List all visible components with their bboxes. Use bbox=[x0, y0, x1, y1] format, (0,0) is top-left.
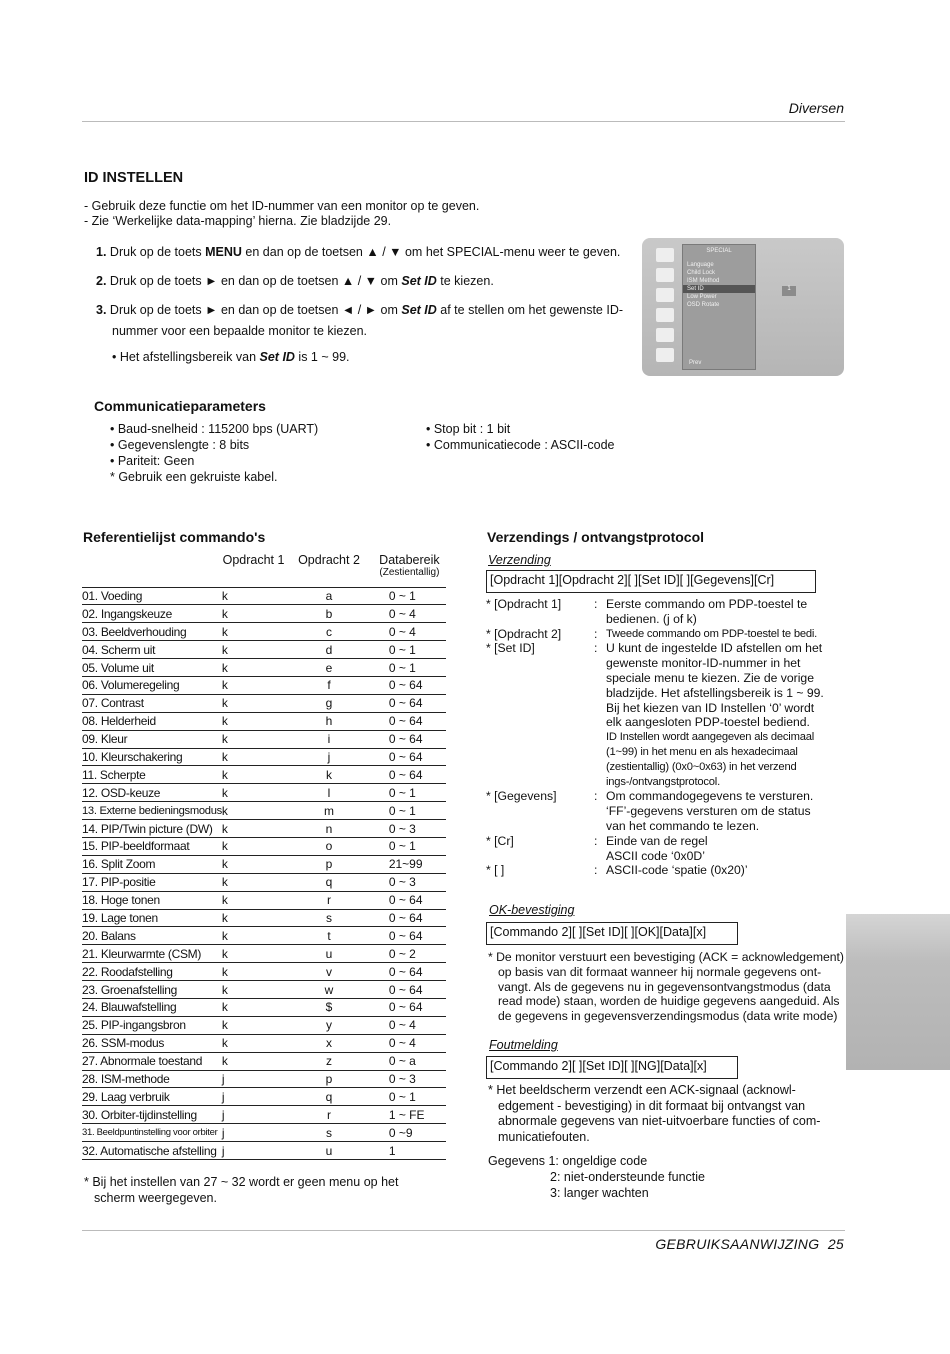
command-1: k bbox=[222, 1016, 285, 1034]
table-row bbox=[82, 998, 446, 1016]
definition-row bbox=[486, 863, 848, 878]
data-range: 1 bbox=[373, 1142, 446, 1160]
definition-row bbox=[486, 789, 848, 833]
data-range: 0 ~ 1 bbox=[373, 1088, 446, 1106]
command-2: w bbox=[285, 981, 373, 999]
command-name: 08. Helderheid bbox=[82, 712, 222, 730]
definition-colon: : bbox=[594, 863, 598, 878]
command-name: 02. Ingangskeuze bbox=[82, 605, 222, 623]
intro-item: - Zie ‘Werkelijke data-mapping’ hierna. Zie bladzijde 29. bbox=[84, 214, 392, 228]
data-range: 0 ~ 1 bbox=[373, 837, 446, 855]
table-row bbox=[82, 1034, 446, 1052]
command-2: e bbox=[285, 659, 373, 677]
data-range: 0 ~ 1 bbox=[373, 784, 446, 802]
command-1: k bbox=[222, 730, 285, 748]
intro-list bbox=[84, 199, 479, 229]
definition-desc bbox=[606, 863, 848, 878]
command-1: k bbox=[222, 909, 285, 927]
menu-title: SPECIAL bbox=[706, 248, 732, 254]
command-name: 09. Kleur bbox=[82, 730, 222, 748]
command-name: 31. Beeldpuntinstelling voor orbiter bbox=[82, 1124, 222, 1142]
ok-format-box: [Commando 2][ ][Set ID][ ][OK][Data][x] bbox=[486, 922, 738, 945]
menu-icon bbox=[656, 328, 674, 342]
table-row bbox=[82, 659, 446, 677]
comm-param: • Communicatiecode : ASCII-code bbox=[426, 438, 615, 452]
command-name: 12. OSD-keuze bbox=[82, 784, 222, 802]
command-1: k bbox=[222, 873, 285, 891]
command-name: 14. PIP/Twin picture (DW) bbox=[82, 820, 222, 838]
definition-line: van het commando te lezen. bbox=[606, 818, 760, 833]
col-header: Opdracht 1 bbox=[222, 553, 285, 567]
command-name: 11. Scherpte bbox=[82, 766, 222, 784]
command-name: 07. Contrast bbox=[82, 694, 222, 712]
definition-line: ‘FF’-gegevens versturen om de status bbox=[606, 804, 811, 819]
table-row bbox=[82, 873, 446, 891]
command-1: j bbox=[222, 1088, 285, 1106]
command-2: d bbox=[285, 641, 373, 659]
steps-list bbox=[96, 242, 626, 364]
data-range: 0 ~ 64 bbox=[373, 963, 446, 981]
command-1: k bbox=[222, 802, 285, 820]
data-range: 0 ~ 64 bbox=[373, 748, 446, 766]
data-range: 0 ~ 4 bbox=[373, 605, 446, 623]
command-1: j bbox=[222, 1106, 285, 1124]
data-range: 0 ~ 1 bbox=[373, 802, 446, 820]
col-header: Databereik (Zestientallig) bbox=[379, 553, 440, 578]
command-name: 04. Scherm uit bbox=[82, 641, 222, 659]
menu-item: Child Lock bbox=[687, 270, 716, 276]
definition-desc bbox=[606, 834, 848, 864]
command-1: k bbox=[222, 998, 285, 1016]
data-range: 1 ~ FE bbox=[373, 1106, 446, 1124]
data-range: 0 ~ 2 bbox=[373, 945, 446, 963]
table-row bbox=[82, 927, 446, 945]
ref-footnote: * Bij het instellen van 27 ~ 32 wordt er geen menu op het scherm weergegeven. bbox=[84, 1175, 399, 1205]
table-row bbox=[82, 837, 446, 855]
data-range: 0 ~ 64 bbox=[373, 891, 446, 909]
col-header: Opdracht 2 bbox=[298, 553, 360, 567]
comm-param: • Baud-snelheid : 115200 bps (UART) bbox=[110, 422, 319, 436]
definitions bbox=[486, 597, 848, 878]
definition-line: bladzijde. Het afstellingsbereik is 1 ~ 99. bbox=[606, 685, 824, 700]
intro-item: - Gebruik deze functie om het ID-nummer van een monitor op te geven. bbox=[84, 199, 480, 213]
command-1: k bbox=[222, 623, 285, 641]
definition-term: * [Opdracht 1] bbox=[486, 597, 562, 611]
table-row bbox=[82, 945, 446, 963]
command-1: k bbox=[222, 963, 285, 981]
data-range: 0 ~ 64 bbox=[373, 730, 446, 748]
command-2: h bbox=[285, 712, 373, 730]
data-range: 0 ~ 1 bbox=[373, 587, 446, 605]
command-1: k bbox=[222, 659, 285, 677]
section-tag: Diversen bbox=[788, 100, 844, 116]
table-row bbox=[82, 891, 446, 909]
table-row bbox=[82, 784, 446, 802]
table-row bbox=[82, 855, 446, 873]
menu-icon bbox=[656, 288, 674, 302]
table-row bbox=[82, 1106, 446, 1124]
table-row bbox=[82, 587, 446, 605]
command-1: k bbox=[222, 855, 285, 873]
command-2: k bbox=[285, 766, 373, 784]
table-row bbox=[82, 712, 446, 730]
side-tab-marker bbox=[846, 914, 950, 1070]
ok-label: OK-bevestiging bbox=[489, 903, 575, 917]
data-range: 0 ~ 64 bbox=[373, 712, 446, 730]
definition-term: * [ ] bbox=[486, 863, 505, 878]
data-range: 0 ~ 3 bbox=[373, 820, 446, 838]
footer-divider bbox=[82, 1230, 845, 1231]
command-name: 15. PIP-beeldformaat bbox=[82, 837, 222, 855]
command-1: k bbox=[222, 587, 285, 605]
command-1: k bbox=[222, 712, 285, 730]
command-name: 17. PIP-positie bbox=[82, 873, 222, 891]
command-2: q bbox=[285, 873, 373, 891]
error-codes: Gegevens 1: ongeldige code 2: niet-ondersteunde functie 3: langer wachten bbox=[488, 1154, 705, 1200]
command-2: i bbox=[285, 730, 373, 748]
table-row bbox=[82, 1070, 446, 1088]
data-range: 0 ~ 4 bbox=[373, 1016, 446, 1034]
comm-title: Communicatieparameters bbox=[94, 398, 266, 414]
definition-colon: : bbox=[594, 833, 598, 848]
command-name: 05. Volume uit bbox=[82, 659, 222, 677]
comm-param: • Stop bit : 1 bit bbox=[426, 422, 511, 436]
command-name: 20. Balans bbox=[82, 927, 222, 945]
command-2: c bbox=[285, 623, 373, 641]
definition-desc bbox=[606, 597, 848, 627]
data-range: 0 ~ 64 bbox=[373, 909, 446, 927]
command-name: 06. Volumeregeling bbox=[82, 676, 222, 694]
command-name: 21. Kleurwarmte (CSM) bbox=[82, 945, 222, 963]
definition-line: (1~99) in het menu en als hexadecimaal bbox=[606, 745, 798, 758]
definition-term: * [Opdracht 2] bbox=[486, 626, 562, 641]
definition-line: ID Instellen wordt aangegeven als decimaal bbox=[606, 731, 815, 744]
definition-line: bedienen. (j of k) bbox=[606, 611, 697, 626]
comm-param: * Gebruik een gekruiste kabel. bbox=[110, 470, 278, 484]
data-range: 0 ~ 64 bbox=[373, 998, 446, 1016]
definition-desc bbox=[606, 627, 848, 642]
table-row bbox=[82, 1016, 446, 1034]
error-format-box: [Commando 2][ ][Set ID][ ][NG][Data][x] bbox=[486, 1056, 738, 1079]
data-range: 0 ~ 3 bbox=[373, 1070, 446, 1088]
command-2: n bbox=[285, 820, 373, 838]
command-2: u bbox=[285, 1142, 373, 1160]
menu-icon bbox=[656, 308, 674, 322]
menu-item: ISM Method bbox=[687, 278, 720, 284]
error-label: Foutmelding bbox=[489, 1038, 558, 1052]
menu-item-selected: Set ID bbox=[683, 285, 755, 293]
command-2: o bbox=[285, 837, 373, 855]
definition-desc bbox=[606, 789, 848, 833]
command-1: j bbox=[222, 1142, 285, 1160]
table-row bbox=[82, 802, 446, 820]
table-row bbox=[82, 730, 446, 748]
definition-row bbox=[486, 627, 848, 642]
command-name: 29. Laag verbruik bbox=[82, 1088, 222, 1106]
definition-colon: : bbox=[594, 626, 598, 641]
step-2: 2. Druk op de toets ► en dan op de toetsen ▲ / ▼ om Set ID te kiezen. bbox=[96, 274, 494, 288]
command-name: 01. Voeding bbox=[82, 587, 222, 605]
table-row bbox=[82, 981, 446, 999]
command-2: t bbox=[285, 927, 373, 945]
comm-right bbox=[426, 421, 615, 453]
definition-line: Einde van de regel bbox=[606, 833, 708, 848]
special-menu-screenshot bbox=[642, 238, 844, 376]
table-header bbox=[82, 553, 446, 587]
command-1: k bbox=[222, 766, 285, 784]
menu-icon bbox=[656, 248, 674, 262]
command-1: k bbox=[222, 891, 285, 909]
table-row bbox=[82, 1052, 446, 1070]
footer bbox=[655, 1236, 844, 1252]
definition-term: * [Cr] bbox=[486, 833, 514, 848]
definition-line: Bij het kiezen van ID Instellen ‘0’ wordt bbox=[606, 700, 815, 715]
command-2: r bbox=[285, 891, 373, 909]
table-row bbox=[82, 623, 446, 641]
command-2: v bbox=[285, 963, 373, 981]
definition-line: Eerste commando om PDP-toestel te bbox=[606, 597, 808, 611]
definition-line: speciale menu te kiezen. Zie de vorige bbox=[606, 670, 814, 685]
data-range: 0 ~ 64 bbox=[373, 927, 446, 945]
definition-line: Tweede commando om PDP-toestel te bedi. bbox=[606, 627, 818, 640]
menu-item: OSD Rotate bbox=[687, 302, 720, 308]
command-name: 27. Abnormale toestand bbox=[82, 1052, 222, 1070]
command-1: k bbox=[222, 945, 285, 963]
page-number: 25 bbox=[827, 1236, 844, 1252]
command-2: $ bbox=[285, 998, 373, 1016]
command-2: l bbox=[285, 784, 373, 802]
command-2: j bbox=[285, 748, 373, 766]
page-title: ID INSTELLEN bbox=[84, 170, 184, 186]
command-1: k bbox=[222, 820, 285, 838]
command-name: 22. Roodafstelling bbox=[82, 963, 222, 981]
command-name: 19. Lage tonen bbox=[82, 909, 222, 927]
menu-icon bbox=[656, 268, 674, 282]
command-name: 26. SSM-modus bbox=[82, 1034, 222, 1052]
definition-row bbox=[486, 641, 848, 789]
definition-colon: : bbox=[594, 597, 598, 611]
command-2: y bbox=[285, 1016, 373, 1034]
command-name: 03. Beeldverhouding bbox=[82, 623, 222, 641]
comm-param: • Gegevenslengte : 8 bits bbox=[110, 438, 250, 452]
command-2: u bbox=[285, 945, 373, 963]
command-1: k bbox=[222, 605, 285, 623]
command-2: s bbox=[285, 909, 373, 927]
command-table bbox=[82, 553, 446, 1160]
command-name: 30. Orbiter-tijdinstelling bbox=[82, 1106, 222, 1124]
command-2: s bbox=[285, 1124, 373, 1142]
data-range: 0 ~9 bbox=[373, 1124, 446, 1142]
table-row bbox=[82, 748, 446, 766]
command-name: 24. Blauwafstelling bbox=[82, 998, 222, 1016]
command-2: g bbox=[285, 694, 373, 712]
ref-title: Referentielijst commando's bbox=[83, 529, 266, 545]
command-2: p bbox=[285, 855, 373, 873]
command-1: k bbox=[222, 837, 285, 855]
menu-item: Language bbox=[687, 262, 714, 268]
protocol-title: Verzendings / ontvangstprotocol bbox=[487, 529, 705, 545]
command-1: k bbox=[222, 641, 285, 659]
command-name: 25. PIP-ingangsbron bbox=[82, 1016, 222, 1034]
table-row bbox=[82, 963, 446, 981]
command-1: k bbox=[222, 1034, 285, 1052]
data-range: 0 ~ 64 bbox=[373, 981, 446, 999]
definition-line: ASCII-code ‘spatie (0x20)’ bbox=[606, 863, 748, 878]
table-row bbox=[82, 605, 446, 623]
command-name: 23. Groenafstelling bbox=[82, 981, 222, 999]
step-1: 1. Druk op de toets MENU en dan op de toetsen ▲ / ▼ om het SPECIAL-menu weer te geven. bbox=[96, 245, 621, 259]
command-2: p bbox=[285, 1070, 373, 1088]
definition-row bbox=[486, 834, 848, 864]
command-1: j bbox=[222, 1124, 285, 1142]
data-range: 0 ~ 4 bbox=[373, 623, 446, 641]
command-2: q bbox=[285, 1088, 373, 1106]
data-range: 0 ~ 4 bbox=[373, 1034, 446, 1052]
command-2: f bbox=[285, 676, 373, 694]
error-note: * Het beeldscherm verzendt een ACK-signaal (acknowl- edgement - bevestiging) in dit formaat bij ontvangst van abnormale gegevens van niet-uitvoerbare functies of com- municatiefouten. bbox=[488, 1083, 821, 1144]
command-name: 13. Externe bedieningsmodus bbox=[82, 802, 222, 820]
command-2: b bbox=[285, 605, 373, 623]
command-name: 28. ISM-methode bbox=[82, 1070, 222, 1088]
command-1: k bbox=[222, 748, 285, 766]
definition-line: U kunt de ingestelde ID afstellen om het bbox=[606, 641, 823, 656]
table-row bbox=[82, 676, 446, 694]
command-1: k bbox=[222, 981, 285, 999]
command-name: 10. Kleurschakering bbox=[82, 748, 222, 766]
table-row bbox=[82, 1124, 446, 1142]
command-1: k bbox=[222, 927, 285, 945]
command-1: k bbox=[222, 676, 285, 694]
table-row bbox=[82, 694, 446, 712]
definition-desc bbox=[606, 641, 848, 789]
menu-item: Low Power bbox=[687, 294, 717, 300]
data-range: 0 ~ 64 bbox=[373, 694, 446, 712]
command-1: k bbox=[222, 694, 285, 712]
command-2: r bbox=[285, 1106, 373, 1124]
command-1: k bbox=[222, 1052, 285, 1070]
data-range: 0 ~ 3 bbox=[373, 873, 446, 891]
command-name: 18. Hoge tonen bbox=[82, 891, 222, 909]
step-3: 3. Druk op de toets ► en dan op de toetsen ◄ / ► om Set ID af te stellen om het gewenste ID-nummer voor een bepaalde monitor te kiezen. bbox=[96, 303, 624, 338]
ok-note: * De monitor verstuurt een bevestiging (ACK = acknowledgement) op basis van dit formaat wanneer hij normale gegevens ont- vangt. Als de gegevens nu in gegevensontvangstmodus (data read mode) staan, worden de huidige gegevens aangeduid. Als de gegevens in gegevensverzendingsmodus (data write mode) bbox=[488, 950, 844, 1024]
command-2: z bbox=[285, 1052, 373, 1070]
table-row bbox=[82, 909, 446, 927]
data-range: 0 ~ a bbox=[373, 1052, 446, 1070]
definition-term: * [Gegevens] bbox=[486, 789, 557, 804]
menu-prev: Prev bbox=[689, 360, 702, 366]
data-range: 0 ~ 1 bbox=[373, 659, 446, 677]
data-range: 21~99 bbox=[373, 855, 446, 873]
definition-line: ASCII code ‘0x0D’ bbox=[606, 848, 705, 863]
data-range: 0 ~ 64 bbox=[373, 676, 446, 694]
definition-line: (zestientallig) (0x0~0x63) in het verzend bbox=[606, 760, 797, 773]
command-name: 32. Automatische afstelling bbox=[82, 1142, 222, 1160]
definition-row bbox=[486, 597, 848, 627]
menu-panel bbox=[682, 244, 756, 370]
definition-line: gewenste monitor-ID-nummer in het bbox=[606, 656, 801, 671]
command-1: j bbox=[222, 1070, 285, 1088]
menu-icon-column bbox=[652, 242, 678, 372]
table-row bbox=[82, 641, 446, 659]
definition-term: * [Set ID] bbox=[486, 641, 535, 656]
command-2: m bbox=[285, 802, 373, 820]
definition-line: Om commandogegevens te versturen. bbox=[606, 789, 814, 804]
comm-param: • Pariteit: Geen bbox=[110, 454, 195, 468]
menu-icon bbox=[656, 348, 674, 362]
data-range: 0 ~ 64 bbox=[373, 766, 446, 784]
definition-colon: : bbox=[594, 789, 598, 804]
command-name: 16. Split Zoom bbox=[82, 855, 222, 873]
table-row bbox=[82, 1088, 446, 1106]
command-2: a bbox=[285, 587, 373, 605]
comm-left bbox=[110, 421, 318, 485]
menu-value: 1 bbox=[782, 286, 796, 296]
header-divider bbox=[82, 121, 845, 122]
data-range: 0 ~ 1 bbox=[373, 641, 446, 659]
send-format-box: [Opdracht 1][Opdracht 2][ ][Set ID][ ][Gegevens][Cr] bbox=[486, 570, 816, 593]
definition-line: ings-/ontvangstprotocol. bbox=[606, 775, 720, 788]
command-2: x bbox=[285, 1034, 373, 1052]
range-note: • Het afstellingsbereik van Set ID is 1 ~ 99. bbox=[112, 350, 350, 364]
table-row bbox=[82, 820, 446, 838]
manual-name: GEBRUIKSAANWIJZING bbox=[655, 1236, 820, 1252]
definition-colon: : bbox=[594, 641, 598, 656]
definition-line: elk aangesloten PDP-toestel bediend. bbox=[606, 715, 810, 730]
table-row bbox=[82, 1142, 446, 1160]
send-label: Verzending bbox=[488, 553, 551, 567]
command-1: k bbox=[222, 784, 285, 802]
table-row bbox=[82, 766, 446, 784]
